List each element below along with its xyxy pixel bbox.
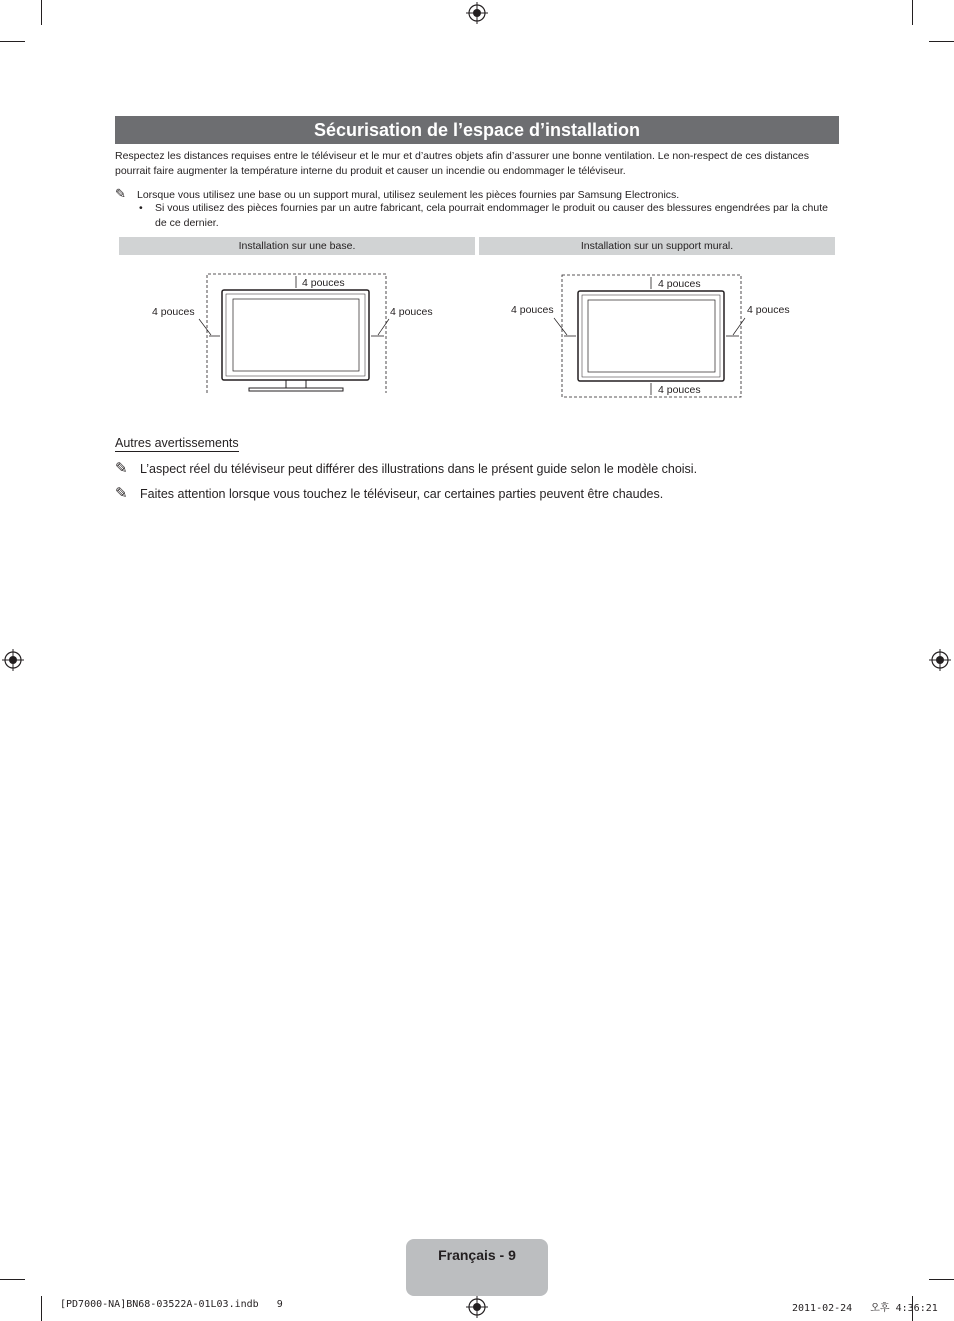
page-number-tab [406,1239,548,1296]
file-slug: [PD7000-NA]BN68-03522A-01L03.indb 9 [60,1299,283,1310]
pencil-note-icon: ✎ [115,186,126,201]
wall-bottom-label: 4 pouces [658,384,701,396]
bullet-text: Si vous utilisez des pièces fournies par un autre fabricant, cela pourrait endommager le produit ou causer des blessures engendrées par la chute de ce dernier. [155,202,828,229]
crop-mark [929,1279,954,1280]
note-text: Lorsque vous utilisez une base ou un support mural, utilisez seulement les pièces fournies par Samsung Electronics. [137,189,680,201]
stand-top-label: 4 pouces [302,277,345,289]
other-warnings-heading: Autres avertissements [115,436,239,450]
crop-mark [912,0,913,25]
pencil-note-icon: ✎ [115,460,128,477]
crop-mark [41,0,42,25]
section-title: Sécurisation de l’espace d’installation [115,116,839,144]
stand-installation-diagram [119,260,475,400]
registration-mark-icon [929,649,951,671]
warning-text: L’aspect réel du téléviseur peut différer des illustrations dans le présent guide selon le modèle choisi. [140,462,698,476]
page-label: Français - 9 [438,1247,516,1263]
pencil-note-icon: ✎ [115,485,128,502]
warning-item [115,486,663,502]
crop-mark [929,41,954,42]
wall-right-label: 4 pouces [747,304,790,316]
wall-caption: Installation sur un support mural. [479,237,835,255]
registration-mark-icon [466,2,488,24]
crop-mark [41,1296,42,1321]
wall-installation-diagram [479,260,835,400]
wall-top-label: 4 pouces [658,278,701,290]
wall-left-label: 4 pouces [511,304,554,316]
print-timestamp: 2011-02-24 오후 4:36:21 [792,1303,938,1314]
stand-left-label: 4 pouces [152,306,195,318]
stand-right-label: 4 pouces [390,306,433,318]
stand-caption: Installation sur une base. [119,237,475,255]
registration-mark-icon [466,1296,488,1318]
crop-mark [0,1279,25,1280]
intro-paragraph: Respectez les distances requises entre le téléviseur et le mur et d’autres objets afin d’assurer une bonne ventilation. Le non-respect de ces distances pourrait faire augmenter la température interne du produit et causer un incendie ou endommager le téléviseur. [115,150,809,177]
registration-mark-icon [2,649,24,671]
bullet-icon: • [139,202,143,214]
crop-mark [0,41,25,42]
warning-item [115,461,697,477]
bullet-item [139,201,839,231]
warning-text: Faites attention lorsque vous touchez le téléviseur, car certaines parties peuvent être chaudes. [140,487,664,501]
